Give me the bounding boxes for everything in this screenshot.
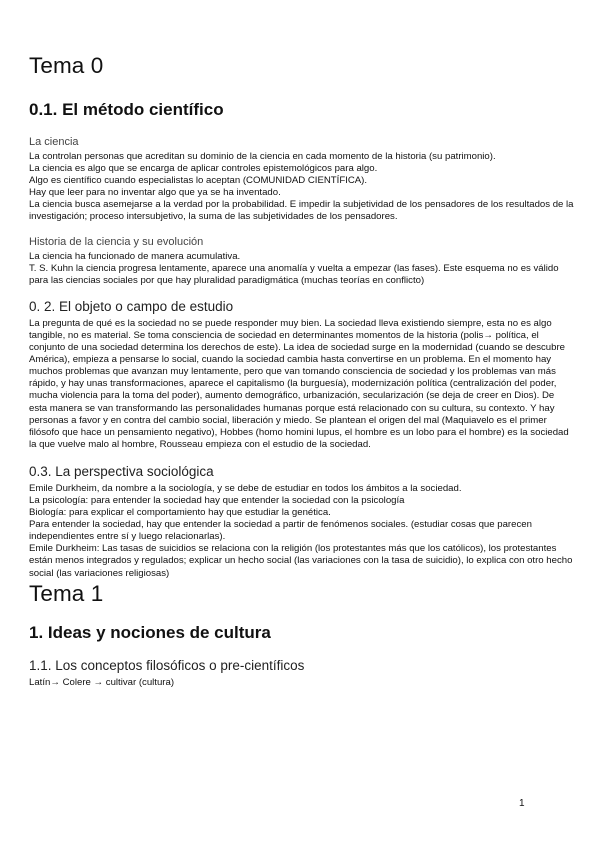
la-ciencia-heading: La ciencia (29, 136, 79, 148)
paragraph-line: T. S. Kuhn la ciencia progresa lentamente, aparece una anomalía y vuelta a empezar (las fases). Este esquema no es válido para las ciencias sociales por que hay pluralidad paradigmática (muchas teorías en conflicto) (29, 262, 559, 286)
historia-heading: Historia de la ciencia y su evolución (29, 235, 204, 248)
historia-paragraph (29, 251, 574, 287)
paragraph-text: Latín→ Colere → cultivar (cultura) (29, 676, 175, 688)
paragraph-line: Algo es científico cuando especialistas lo aceptan (COMUNIDAD CIENTÍFICA). (29, 175, 368, 187)
la-ciencia-paragraph (29, 151, 574, 224)
section-0-3-title: 0.3. La perspectiva sociológica (29, 463, 214, 479)
tema-0-title: Tema 0 (29, 53, 104, 78)
paragraph-line: Emile Durkheim: Las tasas de suicidios se relaciona con la religión (los protestantes más que los católicos), los protestantes están menos integrados y regulados; explicar un hecho social (las variaciones con la tasa de suicidio), lo explica con otro hecho social (las variaciones religiosas) (29, 543, 573, 579)
paragraph-line: La ciencia busca asemejarse a la verdad por la probabilidad. E impedir la subjetividad de los pensadores de los resultados de la investigación; proceso intersubjetivo, la suma de las subjetividades de los pensadores. (29, 199, 574, 223)
paragraph-line: La controlan personas que acreditan su dominio de la ciencia en cada momento de la historia (su patrimonio). (29, 151, 496, 162)
page-number: 1 (519, 798, 525, 809)
paragraph-line: La psicología: para entender la sociedad hay que entender la sociedad con la psicología (29, 494, 405, 506)
paragraph-text: La pregunta de qué es la sociedad no se puede responder muy bien. La sociedad lleva existiendo siempre, esta no es algo tangible, no es material. Se toma consciencia de sociedad en determinantes momentos de la historia (polis→ política, el conjunto de una sociedad determina los derechos de este). La idea de sociedad surge en la modernidad (cuando se descubre América), empieza a pensarse lo social, cuando la sociedad cambia hasta convertirse en un problema. En el momento hay muchos problemas que avanzan muy lentamente, pero que van tomando consciencia de sociedad y los problemas van más rápido, y hay unas transformaciones, aparece el capitalismo (la burguesía), modernización política (centralización del poder, mucha violencia para la toma del poder), aumento demográfico, urbanización, secularización (se deja de creer en Dios). De esta manera se van transformando las personalidades humanas porque está relacionado con su cultura, su contexto. Y hay personas a favor y en contra del cambio social, liberación y miedo. Se plantean el origen del mal (Maquiavelo es el primer filósofo que hace un pensamiento negativo), Hobbes (homo homini lupus, el hombre es un lobo para el hombre) es la sociedad la que vuelve malo al hombre, Rousseau empieza con el estudio de la sociedad. (29, 317, 569, 450)
section-0-3-paragraph (29, 483, 574, 580)
paragraph-line: La ciencia ha funcionado de manera acumulativa. (29, 250, 241, 262)
section-1-1-paragraph (29, 677, 574, 689)
paragraph-line: Biología: para explicar el comportamiento hay que estudiar la genética. (29, 507, 331, 519)
section-1-1-title: 1.1. Los conceptos filosóficos o pre-científicos (29, 657, 305, 673)
section-0-1-title: 0.1. El método científico (29, 100, 224, 119)
paragraph-line: La ciencia es algo que se encarga de aplicar controles epistemológicos para algo. (29, 163, 378, 175)
paragraph-line: Para entender la sociedad, hay que entender la sociedad a partir de fenómenos sociales. (estudiar cosas que parecen independientes entre sí y luego relacionarlas). (29, 519, 532, 543)
paragraph-line: Emile Durkheim, da nombre a la sociología, y se debe de estudiar en todos los ámbitos a la sociedad. (29, 482, 462, 494)
page-content (29, 52, 574, 689)
section-0-2-title: 0. 2. El objeto o campo de estudio (29, 298, 234, 314)
section-1-title: 1. Ideas y nociones de cultura (29, 622, 271, 642)
paragraph-line: Hay que leer para no inventar algo que ya se ha inventado. (29, 187, 281, 199)
section-0-2-paragraph (29, 318, 574, 451)
tema-1-title: Tema 1 (29, 580, 104, 606)
